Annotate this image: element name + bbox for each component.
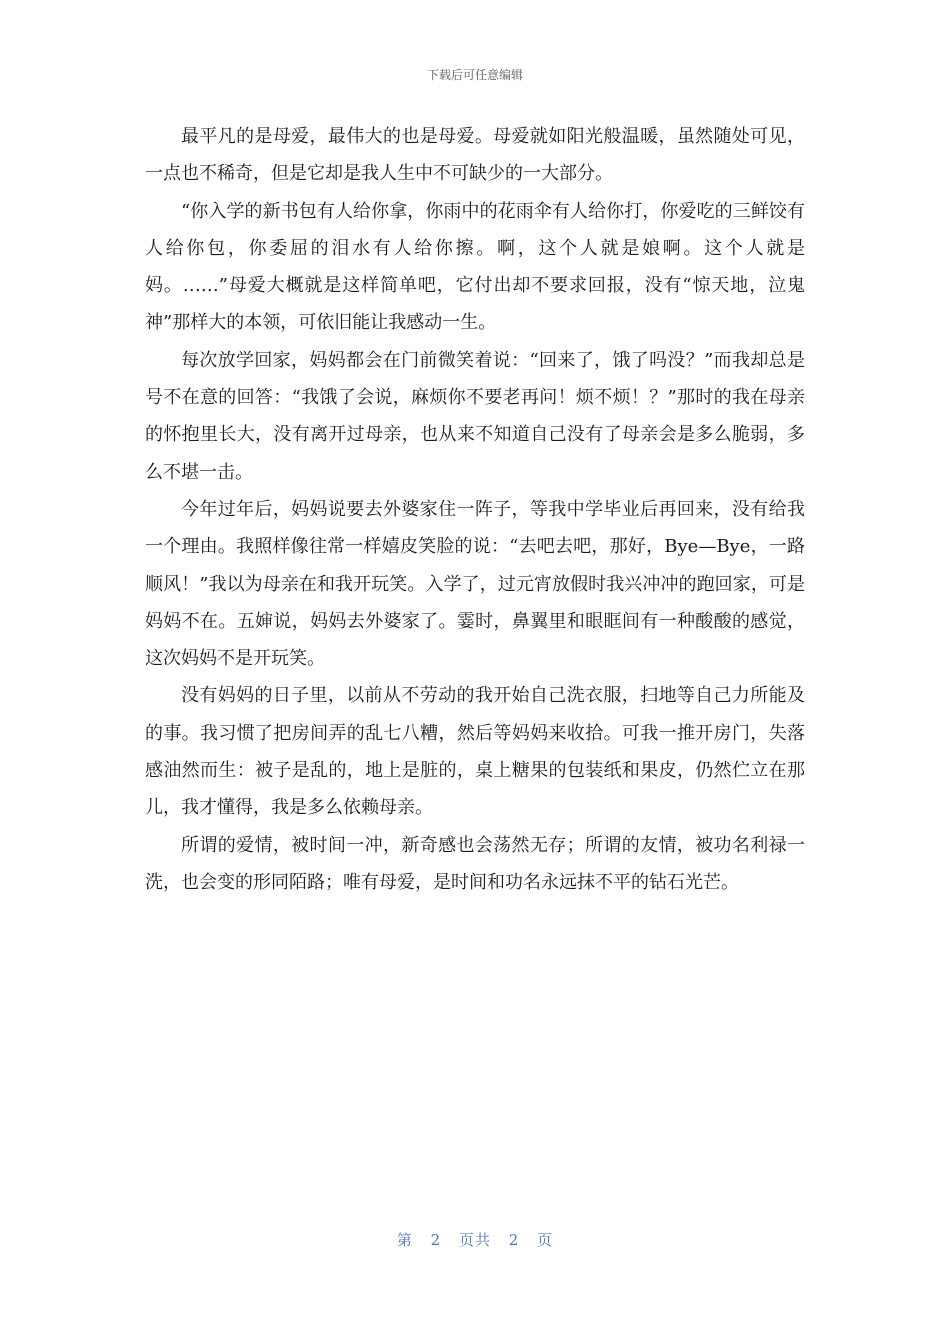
paragraph-1: 最平凡的是母爱，最伟大的也是母爱。母爱就如阳光般温暖，虽然随处可见，一点也不稀奇，但是它却是我人生中不可缺少的一大部分。 xyxy=(145,126,805,185)
page-header: 下载后可任意编辑 xyxy=(426,68,523,82)
paragraph-3: 每次放学回家，妈妈都会在门前微笑着说：“回来了，饿了吗没？”而我却总是号不在意的回答：“我饿了会说，麻烦你不要老再问！烦不烦！？”那时的我在母亲的怀抱里长大，没有离开过母亲，也从来不知道自己没有了母亲会是多么脆弱，多么不堪一击。 xyxy=(145,349,805,483)
page-footer: 第 2 页共 2 页 xyxy=(396,1231,554,1249)
document-body xyxy=(145,118,805,901)
paragraph-2: “你入学的新书包有人给你拿，你雨中的花雨伞有人给你打，你爱吃的三鲜饺有人给你包，你委屈的泪水有人给你擦。啊，这个人就是娘啊。这个人就是妈。……”母爱大概就是这样简单吧，它付出却不要求回报，没有“惊天地，泣鬼神”那样大的本领，可依旧能让我感动一生。 xyxy=(145,200,805,334)
paragraph-4: 今年过年后，妈妈说要去外婆家住一阵子，等我中学毕业后再回来，没有给我一个理由。我照样像往常一样嬉皮笑脸的说：“去吧去吧，那好，Bye—Bye，一路顺风！”我以为母亲在和我开玩笑。入学了，过元宵放假时我兴冲冲的跑回家，可是妈妈不在。五婶说，妈妈去外婆家了。霎时，鼻翼里和眼眶间有一种酸酸的感觉，这次妈妈不是开玩笑。 xyxy=(145,498,805,670)
paragraph-5: 没有妈妈的日子里，以前从不劳动的我开始自己洗衣服，扫地等自己力所能及的事。我习惯了把房间弄的乱七八糟，然后等妈妈来收拾。可我一推开房门，失落感油然而生：被子是乱的，地上是脏的，桌上糖果的包装纸和果皮，仍然伫立在那儿，我才懂得，我是多么依赖母亲。 xyxy=(145,685,805,819)
paragraph-6: 所谓的爱情，被时间一冲，新奇感也会荡然无存；所谓的友情，被功名利禄一洗，也会变的形同陌路；唯有母爱，是时间和功名永远抹不平的钻石光芒。 xyxy=(145,834,805,893)
